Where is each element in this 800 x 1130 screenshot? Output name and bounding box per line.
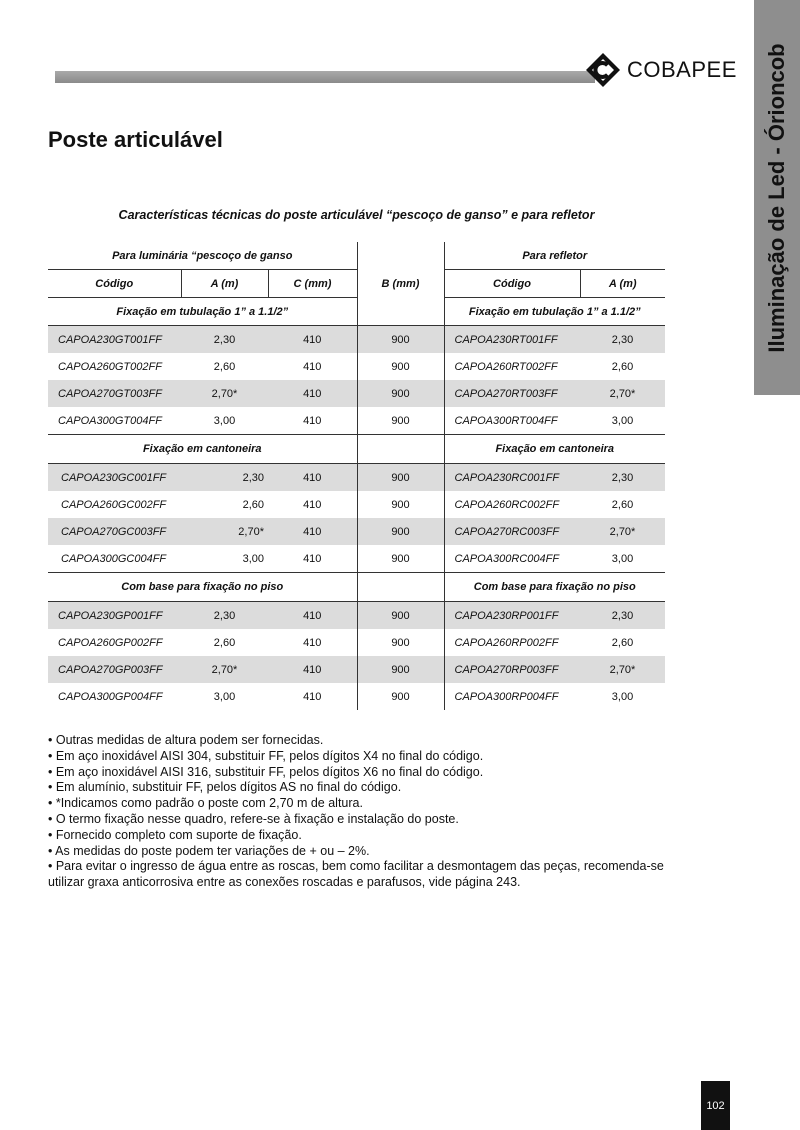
brand-logo <box>585 52 737 88</box>
b-cell: 900 <box>357 464 444 492</box>
refletor-code-cell: CAPOA260RT002FF <box>454 360 558 373</box>
col-header-c: C (mm) <box>268 270 357 298</box>
a-cell: 2,30 <box>181 602 268 630</box>
section-title-left: Fixação em cantoneira <box>48 435 357 464</box>
a-cell: 3,00 <box>181 545 268 573</box>
table-caption: Características técnicas do poste articulável “pescoço de ganso” e para refletor <box>118 208 595 222</box>
refletor-code-cell: CAPOA260RP002FF <box>454 636 559 649</box>
refletor-a-cell: 2,60 <box>611 498 634 511</box>
col-header-codigo-refletor: Código <box>444 270 580 298</box>
section-title-right: Fixação em cantoneira <box>444 435 665 464</box>
note-item: • Para evitar o ingresso de água entre as roscas, bem como facilitar a desmontagem das peças, recomenda-se utilizar graxa anticorrosiva entre as conexões roscadas e parafusos, vide página 243. <box>48 859 664 890</box>
b-cell: 900 <box>357 326 444 354</box>
b-cell: 900 <box>357 380 444 407</box>
note-item: • Outras medidas de altura podem ser fornecidas. <box>48 733 324 747</box>
section-title-left: Com base para fixação no piso <box>48 573 357 602</box>
b-cell: 900 <box>357 407 444 435</box>
col-header-codigo: Código <box>48 270 181 298</box>
note-item: • Em alumínio, substituir FF, pelos dígitos AS no final do código. <box>48 780 402 795</box>
c-cell: 410 <box>303 636 322 649</box>
code-cell: CAPOA230GC001FF <box>48 464 181 492</box>
note-item: • Em aço inoxidável AISI 316, substituir FF, pelos dígitos X6 no final do código. <box>48 764 484 779</box>
a-cell: 2,60 <box>213 360 236 373</box>
b-cell: 900 <box>357 656 444 683</box>
specs-table <box>48 242 665 710</box>
table-row <box>48 602 665 630</box>
a-cell: 2,70* <box>181 518 268 545</box>
c-cell: 410 <box>303 690 322 703</box>
brand-name: COBAPEE <box>627 57 737 82</box>
c-cell: 410 <box>268 464 357 492</box>
c-cell: 410 <box>268 326 357 354</box>
a-cell: 2,60 <box>242 498 264 511</box>
refletor-code-cell: CAPOA230RT001FF <box>444 326 580 354</box>
b-cell: 900 <box>357 602 444 630</box>
header-bar <box>55 71 595 83</box>
note-item: • As medidas do poste podem ter variações de + ou – 2%. <box>48 843 370 858</box>
code-cell: CAPOA300GT004FF <box>48 407 181 435</box>
refletor-a-cell: 2,60 <box>611 360 634 373</box>
col-header-a-refletor: A (m) <box>580 270 665 298</box>
table-row <box>48 683 665 710</box>
section-title-left: Fixação em tubulação 1” a 1.1/2” <box>48 298 357 326</box>
b-cell: 900 <box>357 683 444 710</box>
table-row <box>48 656 665 683</box>
table-row <box>48 491 665 518</box>
section-title-right: Fixação em tubulação 1” a 1.1/2” <box>444 298 665 326</box>
code-cell: CAPOA300GP004FF <box>58 690 163 703</box>
code-cell: CAPOA260GT002FF <box>58 360 162 373</box>
a-cell: 2,60 <box>213 636 236 649</box>
refletor-code-cell: CAPOA300RT004FF <box>444 407 580 435</box>
table-row <box>48 629 665 656</box>
group-header-luminaria: Para luminária “pescoço de ganso <box>48 242 357 270</box>
side-section-tab <box>754 0 800 395</box>
note-item: • *Indicamos como padrão o poste com 2,70 m de altura. <box>48 796 363 811</box>
code-cell: CAPOA270GC003FF <box>48 518 181 545</box>
a-cell: 2,30 <box>181 326 268 354</box>
refletor-code-cell: CAPOA270RC003FF <box>444 518 580 545</box>
table-row <box>48 464 665 492</box>
refletor-a-cell: 2,70* <box>580 656 665 683</box>
code-cell: CAPOA260GC002FF <box>61 498 167 511</box>
refletor-a-cell: 2,30 <box>580 464 665 492</box>
cobapee-logo-icon <box>585 52 621 88</box>
group-header-refletor: Para refletor <box>444 242 665 270</box>
b-cell: 900 <box>357 353 444 380</box>
c-cell: 410 <box>268 518 357 545</box>
c-cell: 410 <box>303 498 322 511</box>
refletor-code-cell: CAPOA300RP004FF <box>454 690 559 703</box>
refletor-a-cell: 3,00 <box>580 545 665 573</box>
b-cell: 900 <box>357 491 444 518</box>
a-cell: 2,70* <box>181 380 268 407</box>
c-cell: 410 <box>268 545 357 573</box>
a-cell: 2,70* <box>181 656 268 683</box>
refletor-code-cell: CAPOA260RC002FF <box>454 498 560 511</box>
refletor-code-cell: CAPOA270RT003FF <box>444 380 580 407</box>
table-row <box>48 545 665 573</box>
section-header-row <box>48 435 665 464</box>
table-row <box>48 353 665 380</box>
a-cell: 3,00 <box>181 407 268 435</box>
table-row <box>48 407 665 435</box>
b-cell: 900 <box>357 629 444 656</box>
table-row <box>48 326 665 354</box>
col-header-a: A (m) <box>181 270 268 298</box>
c-cell: 410 <box>268 656 357 683</box>
code-cell: CAPOA270GP003FF <box>48 656 181 683</box>
page-title: Poste articulável <box>48 127 223 152</box>
b-cell: 900 <box>357 518 444 545</box>
table-row <box>48 518 665 545</box>
col-header-b: B (mm) <box>357 242 444 326</box>
b-cell: 900 <box>357 545 444 573</box>
code-cell: CAPOA270GT003FF <box>48 380 181 407</box>
refletor-a-cell: 2,70* <box>580 518 665 545</box>
refletor-a-cell: 2,70* <box>580 380 665 407</box>
refletor-code-cell: CAPOA300RC004FF <box>444 545 580 573</box>
section-header-row <box>48 573 665 602</box>
refletor-code-cell: CAPOA270RP003FF <box>444 656 580 683</box>
a-cell: 3,00 <box>213 690 236 703</box>
c-cell: 410 <box>268 380 357 407</box>
side-section-label: Iluminação de Led - Órioncob <box>764 42 789 353</box>
refletor-a-cell: 2,60 <box>611 636 634 649</box>
a-cell: 2,30 <box>181 464 268 492</box>
c-cell: 410 <box>268 602 357 630</box>
refletor-a-cell: 2,30 <box>580 326 665 354</box>
refletor-code-cell: CAPOA230RC001FF <box>444 464 580 492</box>
refletor-a-cell: 3,00 <box>611 690 634 703</box>
refletor-a-cell: 3,00 <box>580 407 665 435</box>
code-cell: CAPOA300GC004FF <box>48 545 181 573</box>
note-item: • Fornecido completo com suporte de fixação. <box>48 827 302 842</box>
section-title-right: Com base para fixação no piso <box>444 573 665 602</box>
code-cell: CAPOA230GP001FF <box>48 602 181 630</box>
refletor-a-cell: 2,30 <box>580 602 665 630</box>
note-item: • O termo fixação nesse quadro, refere-se à fixação e instalação do poste. <box>48 811 459 826</box>
refletor-code-cell: CAPOA230RP001FF <box>444 602 580 630</box>
table-row <box>48 380 665 407</box>
notes-list <box>48 733 688 891</box>
c-cell: 410 <box>268 407 357 435</box>
code-cell: CAPOA260GP002FF <box>58 636 163 649</box>
code-cell: CAPOA230GT001FF <box>48 326 181 354</box>
page-number: 102 <box>701 1081 730 1130</box>
c-cell: 410 <box>303 360 322 373</box>
note-item: • Em aço inoxidável AISI 304, substituir FF, pelos dígitos X4 no final do código. <box>48 748 484 763</box>
